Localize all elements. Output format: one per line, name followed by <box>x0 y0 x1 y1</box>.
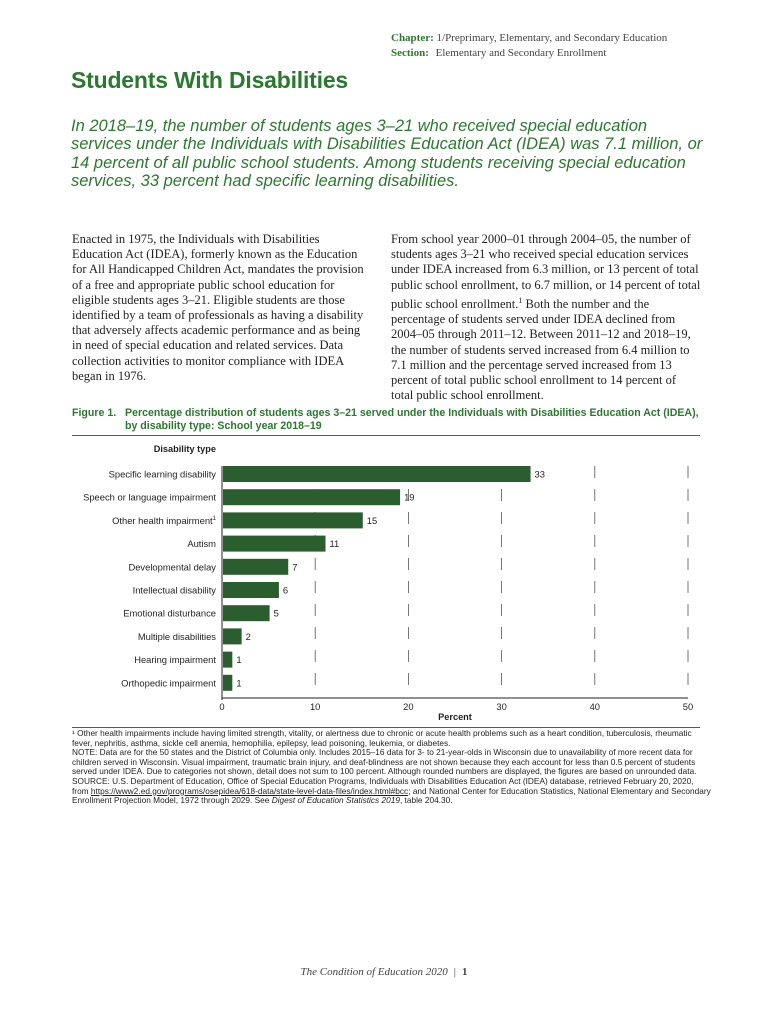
bar <box>223 675 232 691</box>
category-label: Autism <box>187 538 216 550</box>
source-text: SOURCE: U.S. Department of Education, Office of Special Education Programs, Individuals with Disabilities Education Act (IDEA) database, retrieved February 20, 2020, from https://www2.ed.gov/programs/osepidea/618-data/state-level-data-files/index.html#bcc; and National Center for Education Statistics, National Elementary and Secondary Enrollment Projection Model, 1972 through 2029. See Digest of Education Statistics 2019, table 204.30. <box>72 775 711 806</box>
category-label: Specific learning disability <box>108 468 216 480</box>
bar <box>223 652 232 668</box>
value-label: 2 <box>245 630 251 642</box>
bar-chart <box>0 436 768 726</box>
value-label: 11 <box>329 538 340 550</box>
value-label: 1 <box>236 677 242 689</box>
body-text-right: From school year 2000–01 through 2004–05, the number of students ages 3–21 who received special education services under IDEA increased from 6.3 million, or 13 percent of total public school enrollment, to 6.7 million, or 14 percent of total public school enrollment.$^1$ Both the number and the percentage of students served under IDEA declined from 2004–05 through 2011–12. Between 2011–12 and 2018–19, the number of students served increased from 6.4 million to 7.1 million and the percentage served increased from 13 percent of total public school enrollment to 14 percent of total public school enrollment. <box>391 232 701 403</box>
page-footer: The Condition of Education 2020 | 1 <box>300 966 468 978</box>
publication-title: The Condition of Education 2020 <box>300 966 448 978</box>
page-number: 1 <box>461 966 468 978</box>
x-tick-label: 50 <box>682 701 694 712</box>
x-tick-label: 40 <box>589 701 601 712</box>
bar <box>223 536 326 552</box>
x-axis-title: Percent <box>438 712 472 722</box>
figure-notes <box>72 729 712 806</box>
x-tick-label: 20 <box>403 701 414 712</box>
bar <box>223 582 279 598</box>
value-label: 33 <box>534 468 545 480</box>
section-line: Section: Elementary and Secondary Enrollment <box>391 47 607 59</box>
note-text: NOTE: Data are for the 50 states and the District of Columbia only. Includes 2015–16 data for 3- to 21-year-olds in Wisconsin due to unavailability of more recent data for children served in Wisconsin. Visual impairment, traumatic brain injury, and deaf-blindness are not shown because they each account for less than 0.5 percent of students served under IDEA. Due to categories not shown, detail does not sum to 100 percent. Although rounded numbers are displayed, the figures are based on unrounded data. <box>72 747 697 777</box>
bar <box>223 466 531 482</box>
value-label: 6 <box>282 584 289 596</box>
x-tick-label: 30 <box>496 701 507 712</box>
category-label: Orthopedic impairment <box>121 677 216 689</box>
category-label: Developmental delay <box>128 561 216 573</box>
bar <box>223 489 400 505</box>
chapter-line: Chapter: 1/Preprimary, Elementary, and Secondary Education <box>391 32 668 44</box>
x-tick-label: 10 <box>309 701 321 712</box>
bar <box>223 605 270 621</box>
body-text-left: Enacted in 1975, the Individuals with Disabilities Education Act (IDEA), formerly known as the Education for All Handicapped Children Act, mandates the provision of a free and appropriate public school education for eligible students ages 3–21. Eligible students are those identified by a team of professionals as having a disability that adversely affects academic performance and as being in need of special education and related services. Data collection activities to monitor compliance with IDEA began in 1976. <box>72 232 364 383</box>
category-label: Emotional disturbance <box>123 607 216 619</box>
value-label: 19 <box>404 491 415 503</box>
y-axis-title: Disability type <box>153 444 216 454</box>
category-label: Multiple disabilities <box>137 630 216 642</box>
figure-title: Figure 1. Percentage distribution of students ages 3–21 served under the Individuals with Disabilities Education Act (IDEA), by disability type: School year 2018–19 <box>72 407 699 432</box>
bar <box>223 559 288 575</box>
lead-summary: In 2018–19, the number of students ages 3–21 who received special education services under the Individuals with Disabilities Education Act (IDEA) was 7.1 million, or 14 percent of all public school students. Among students receiving special education services, 33 percent had specific learning disabilities. <box>71 117 703 190</box>
category-label: Intellectual disability <box>132 584 216 596</box>
bar <box>223 512 363 528</box>
value-label: 15 <box>366 514 378 526</box>
chapter-section-header <box>391 31 667 61</box>
category-label: Hearing impairment <box>134 654 216 666</box>
page-title: Students With Disabilities <box>71 67 349 93</box>
category-label: Other health impairment$^1$ <box>112 514 216 526</box>
footnote-text: ¹ Other health impairments include having limited strength, vitality, or alertness due to chronic or acute health problems such as a heart condition, tuberculosis, rheumatic fever, nephritis, asthma, sickle cell anemia, hemophilia, epilepsy, lead poisoning, leukemia, or diabetes. <box>72 728 692 748</box>
source-link[interactable]: https://www2.ed.gov/programs/osepidea/618-data/state-level-data-files/index.html#bcc <box>90 785 409 796</box>
value-label: 7 <box>292 561 298 573</box>
value-label: 1 <box>236 654 242 666</box>
figure-label: Figure 1. <box>72 407 117 419</box>
value-label: 5 <box>273 607 279 619</box>
category-label: Speech or language impairment <box>83 491 216 503</box>
bar <box>223 628 242 644</box>
x-tick-label: 0 <box>219 701 225 712</box>
